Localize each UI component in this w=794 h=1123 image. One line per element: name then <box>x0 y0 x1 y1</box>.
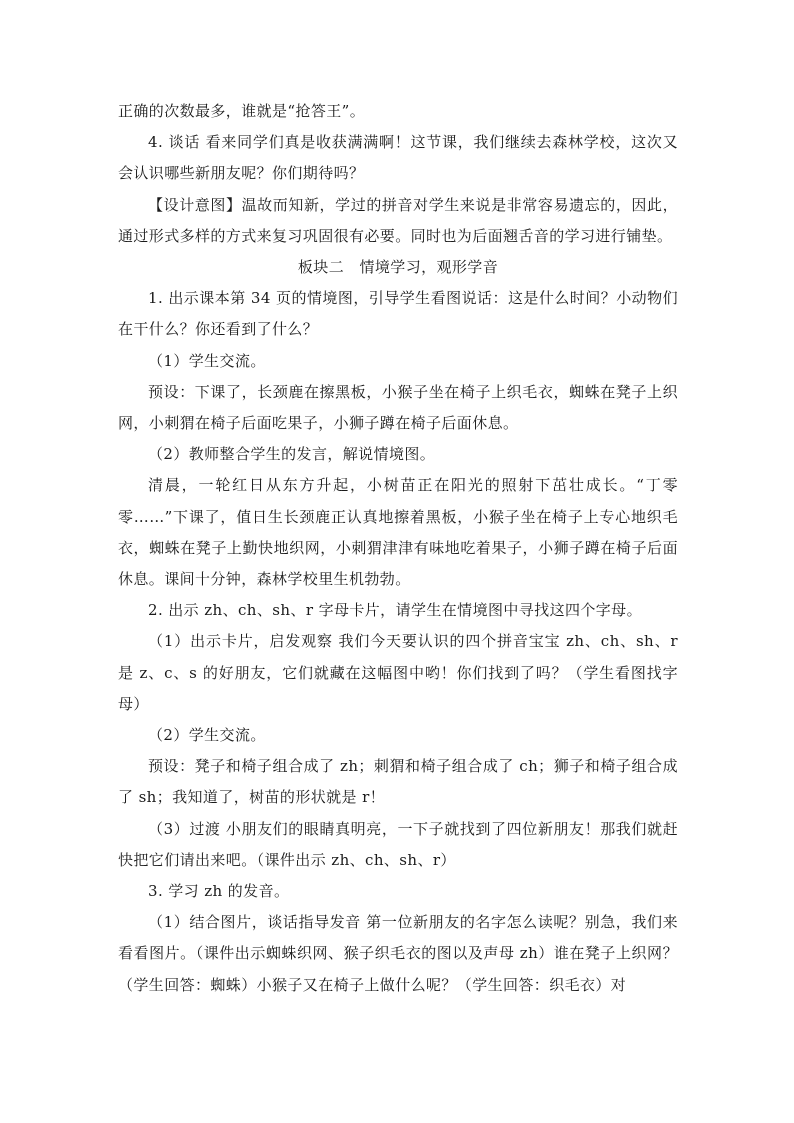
document-page <box>118 96 678 1001</box>
paragraph-13: （3）过渡 小朋友们的眼睛真明亮，一下子就找到了四位新朋友！那我们就赶快把它们请出来吧。（课件出示 zh、ch、sh、r） <box>118 819 678 869</box>
paragraph-7: （2）教师整合学生的发言，解说情境图。 <box>148 445 436 464</box>
section-heading: 板块二 情境学习，观形学音 <box>297 258 499 277</box>
paragraph-9: 2. 出示 zh、ch、sh、r 字母卡片，请学生在情境图中寻找这四个字母。 <box>148 601 642 620</box>
paragraph-15: （1）结合图片，谈话指导发音 第一位新朋友的名字怎么读呢？别急，我们来看看图片。（课件出示蜘蛛织网、猴子织毛衣的图以及声母 zh）谁在凳子上织网？（学生回答：蜘蛛）小猴子又在椅子上做什么呢？（学生回答：织毛衣）对 <box>118 913 678 994</box>
paragraph-10: （1）出示卡片，启发观察 我们今天要认识的四个拼音宝宝 zh、ch、sh、r 是 z、c、s 的好朋友，它们就藏在这幅图中哟！你们找到了吗？（学生看图找字母） <box>118 632 678 713</box>
paragraph-12: 预设：凳子和椅子组合成了 zh；刺猬和椅子组合成了 ch；狮子和椅子组合成了 sh；我知道了，树苗的形状就是 r！ <box>118 757 678 807</box>
paragraph-8: 清晨，一轮红日从东方升起，小树苗正在阳光的照射下茁壮成长。“丁零零……”下课了，值日生长颈鹿正认真地擦着黑板，小猴子坐在椅子上专心地织毛衣，蜘蛛在凳子上勤快地织网，小刺猬津津有味地吃着果子，小狮子蹲在椅子后面休息。课间十分钟，森林学校里生机勃勃。 <box>118 476 678 589</box>
paragraph-14: 3. 学习 zh 的发音。 <box>148 882 290 901</box>
paragraph-6: 预设：下课了，长颈鹿在擦黑板，小猴子坐在椅子上织毛衣，蜘蛛在凳子上织网，小刺猬在椅子后面吃果子，小狮子蹲在椅子后面休息。 <box>118 382 678 433</box>
paragraph-5: （1）学生交流。 <box>148 351 266 370</box>
paragraph-11: （2）学生交流。 <box>148 726 266 745</box>
paragraph-1: 正确的次数最多，谁就是“抢答王”。 <box>118 102 366 120</box>
paragraph-2: 4. 谈话 看来同学们真是收获满满啊！这节课，我们继续去森林学校，这次又会认识哪些新朋友呢？你们期待吗？ <box>118 133 678 183</box>
paragraph-design-intent: 【设计意图】温故而知新，学过的拼音对学生来说是非常容易遗忘的，因此，通过形式多样的方式来复习巩固很有必要。同时也为后面翘舌音的学习进行铺垫。 <box>118 195 678 245</box>
paragraph-4: 1. 出示课本第 34 页的情境图，引导学生看图说话：这是什么时间？小动物们在干什么？你还看到了什么？ <box>118 289 678 339</box>
